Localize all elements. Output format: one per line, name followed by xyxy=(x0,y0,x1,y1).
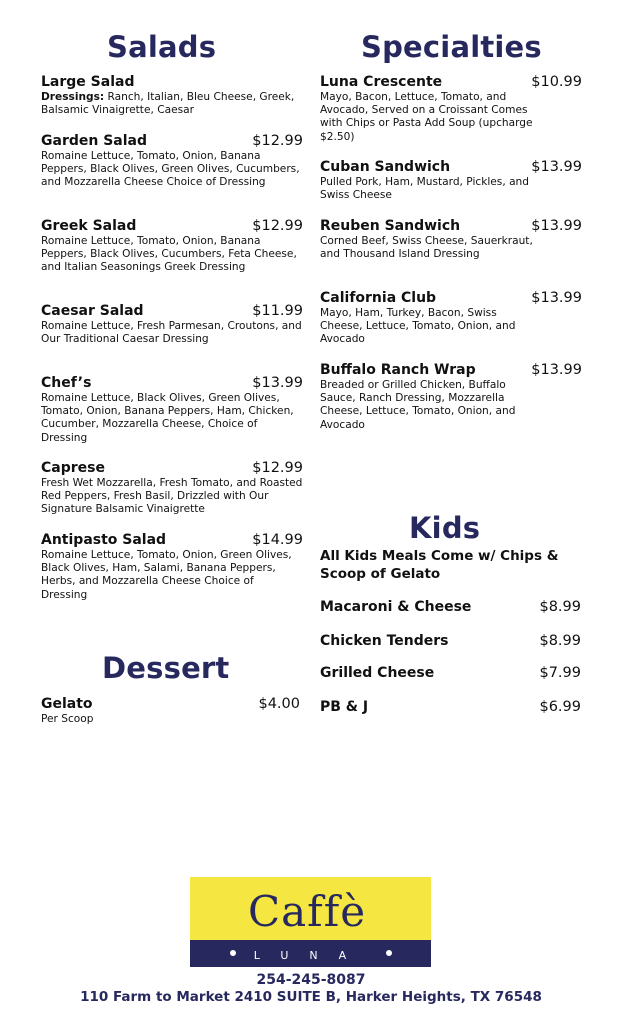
logo-dot-right xyxy=(386,950,392,956)
item-name: Reuben Sandwich xyxy=(320,218,461,234)
kids-note: All Kids Meals Come w/ Chips & Scoop of Gelato xyxy=(320,548,559,582)
item-price: $13.99 xyxy=(531,218,582,234)
menu-item-caprese xyxy=(41,460,303,517)
item-name: Large Salad xyxy=(41,74,135,90)
menu-item-large-salad xyxy=(41,74,303,117)
item-name: Buffalo Ranch Wrap xyxy=(320,362,476,378)
kids-title: Kids xyxy=(409,511,481,545)
item-name: Caprese xyxy=(41,460,105,476)
item-description: Romaine Lettuce, Black Olives, Green Olives, Tomato, Onion, Banana Peppers, Ham, Chicken, Cucumber, Mozzarella Cheese, Choice of Dressing xyxy=(41,392,294,444)
item-price: $11.99 xyxy=(252,303,303,319)
item-description: Mayo, Bacon, Lettuce, Tomato, and Avocado, Served on a Croissant Comes with Chips or Pasta Add Soup (upcharge $2.50) xyxy=(320,91,533,143)
menu-item-buffalo-ranch-wrap xyxy=(320,362,582,432)
item-price: $12.99 xyxy=(252,133,303,149)
menu-item-caesar-salad xyxy=(41,303,303,346)
item-name: Chef’s xyxy=(41,375,92,391)
item-price: $14.99 xyxy=(252,532,303,548)
item-name: Greek Salad xyxy=(41,218,137,234)
item-name: Garden Salad xyxy=(41,133,147,149)
item-name: Gelato xyxy=(41,696,93,712)
item-price: $6.99 xyxy=(539,699,581,715)
menu-item-california-club xyxy=(320,290,582,347)
caffe-luna-logo xyxy=(190,877,431,967)
item-description: Fresh Wet Mozzarella, Fresh Tomato, and Roasted Red Peppers, Fresh Basil, Drizzled with Our Signature Balsamic Vinaigrette xyxy=(41,477,303,516)
salads-title: Salads xyxy=(107,30,217,64)
item-description: Pulled Pork, Ham, Mustard, Pickles, and Swiss Cheese xyxy=(320,176,529,202)
menu-item-gelato xyxy=(41,696,300,726)
menu-item-reuben-sandwich xyxy=(320,218,582,261)
menu-item-luna-crescente xyxy=(320,74,582,144)
menu-item-chefs xyxy=(41,375,303,445)
item-price: $13.99 xyxy=(531,159,582,175)
item-price: $7.99 xyxy=(539,665,581,681)
item-price: $13.99 xyxy=(252,375,303,391)
item-name: Macaroni & Cheese xyxy=(320,599,472,615)
item-price: $10.99 xyxy=(531,74,582,90)
item-name: Grilled Cheese xyxy=(320,665,435,681)
logo-subtitle: LUNA xyxy=(253,949,368,962)
item-description: Romaine Lettuce, Tomato, Onion, Banana Peppers, Black Olives, Cucumbers, Feta Cheese, and Italian Seasonings Greek Dressing xyxy=(41,235,297,274)
item-description: Breaded or Grilled Chicken, Buffalo Sauce, Ranch Dressing, Mozzarella Cheese, Lettuce, Tomato, Onion, and Avocado xyxy=(320,379,516,431)
logo-wordmark: Caffè xyxy=(248,887,367,936)
item-name: California Club xyxy=(320,290,437,306)
item-name: Cuban Sandwich xyxy=(320,159,451,175)
item-description: Romaine Lettuce, Tomato, Onion, Banana Peppers, Black Olives, Green Olives, Cucumbers, and Mozzarella Cheese Choice of Dressing xyxy=(41,150,300,189)
item-price: $13.99 xyxy=(531,290,582,306)
item-description: Corned Beef, Swiss Cheese, Sauerkraut, and Thousand Island Dressing xyxy=(320,235,533,261)
item-name: Luna Crescente xyxy=(320,74,443,90)
footer-phone: 254-245-8087 xyxy=(256,972,366,988)
specialties-title: Specialties xyxy=(361,30,542,64)
kids-item-pb-j xyxy=(320,699,581,715)
kids-item-macaroni-cheese xyxy=(320,599,581,615)
item-price: $8.99 xyxy=(539,599,581,615)
item-description: Mayo, Ham, Turkey, Bacon, Swiss Cheese, Lettuce, Tomato, Onion, and Avocado xyxy=(320,307,516,346)
item-price: $13.99 xyxy=(531,362,582,378)
kids-item-grilled-cheese xyxy=(320,665,581,681)
menu-item-greek-salad xyxy=(41,218,303,275)
item-price: $12.99 xyxy=(252,460,303,476)
item-name: PB & J xyxy=(320,699,369,715)
dessert-title: Dessert xyxy=(102,651,230,685)
item-price: $4.00 xyxy=(258,696,300,712)
footer-address: 110 Farm to Market 2410 SUITE B, Harker Heights, TX 76548 xyxy=(80,989,542,1005)
item-price: $12.99 xyxy=(252,218,303,234)
item-description: Romaine Lettuce, Fresh Parmesan, Croutons, and Our Traditional Caesar Dressing xyxy=(41,320,302,346)
dressings-label: Dressings: xyxy=(41,91,105,103)
item-name: Chicken Tenders xyxy=(320,633,449,649)
menu-item-cuban-sandwich xyxy=(320,159,582,202)
item-description xyxy=(41,91,303,117)
item-name: Caesar Salad xyxy=(41,303,144,319)
item-name: Antipasto Salad xyxy=(41,532,167,548)
item-price: $8.99 xyxy=(539,633,581,649)
item-description: Romaine Lettuce, Tomato, Onion, Green Olives, Black Olives, Ham, Salami, Banana Peppers, Herbs, and Mozzarella Cheese Choice of Dressing xyxy=(41,549,292,601)
menu-item-antipasto-salad xyxy=(41,532,303,602)
item-description: Per Scoop xyxy=(41,713,94,725)
kids-item-chicken-tenders xyxy=(320,633,581,649)
menu-item-garden-salad xyxy=(41,133,303,190)
dressings-list: Ranch, Italian, Bleu Cheese, Greek, Balsamic Vinaigrette, Caesar xyxy=(41,91,295,117)
